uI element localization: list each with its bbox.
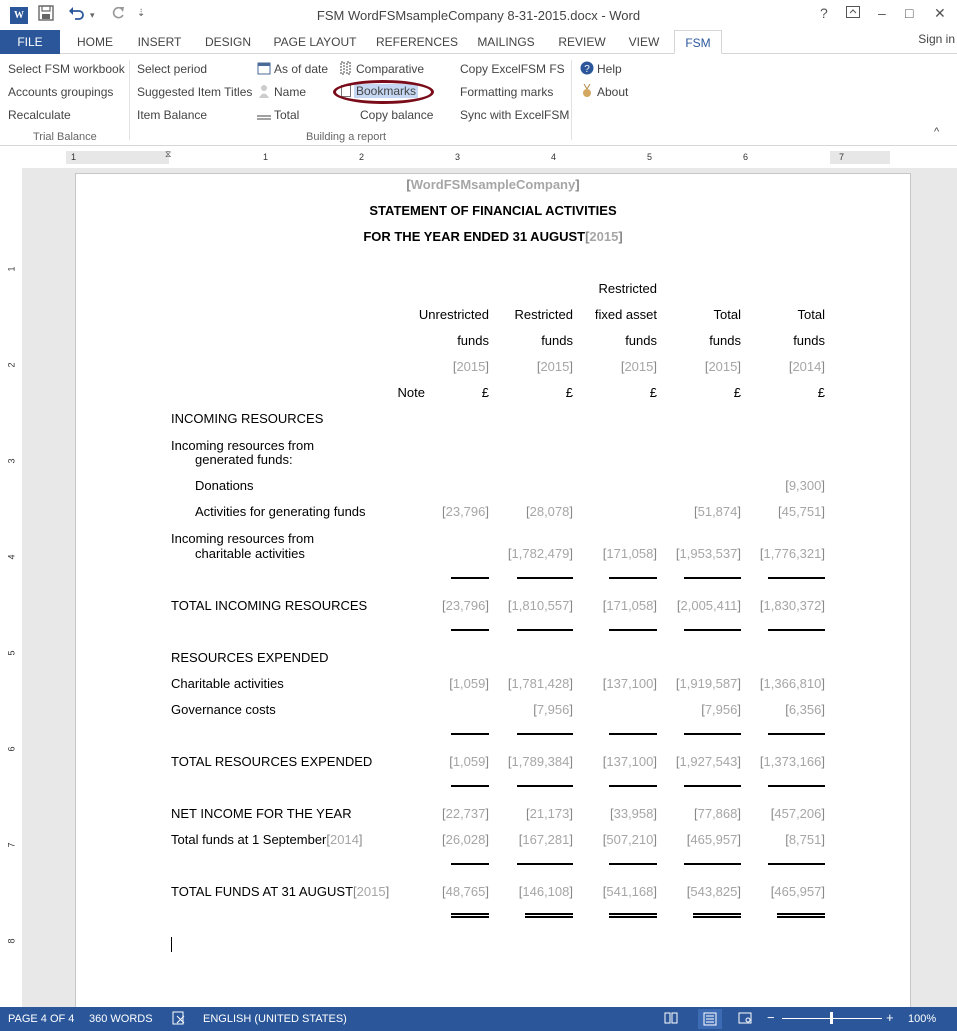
tab-mailings[interactable]: MAILINGS [477, 35, 535, 49]
copy-balance-button[interactable]: Copy balance [360, 108, 434, 122]
sync-with-excelfsm-button[interactable]: Sync with ExcelFSM [460, 108, 570, 122]
svg-text:?: ? [584, 64, 590, 75]
row-label: Charitable activities [171, 676, 284, 691]
calendar-icon [257, 61, 271, 75]
double-underline-icon [257, 107, 271, 121]
value-field[interactable]: [77,868] [693, 806, 741, 821]
value-field[interactable]: [171,058] [602, 598, 657, 613]
accounts-groupings-button[interactable]: Accounts groupings [8, 85, 114, 99]
value-field[interactable]: [167,281] [518, 832, 573, 847]
value-field[interactable]: [7,956] [533, 702, 573, 717]
group-divider [129, 60, 130, 140]
zoom-slider-thumb[interactable] [830, 1012, 833, 1024]
row-label: TOTAL INCOMING RESOURCES [171, 598, 368, 613]
underline-rule [451, 577, 489, 579]
print-layout-icon[interactable] [698, 1009, 722, 1029]
value-field[interactable]: [1,782,479] [507, 546, 573, 561]
row-label: Donations [195, 478, 254, 493]
section-resources-expended: RESOURCES EXPENDED [171, 650, 329, 665]
underline-rule [451, 629, 489, 631]
value-field[interactable]: [21,173] [525, 806, 573, 821]
value-field[interactable]: [1,927,543] [675, 754, 741, 769]
minimize-button[interactable]: – [878, 5, 886, 21]
select-fsm-workbook-button[interactable]: Select FSM workbook [8, 62, 125, 76]
statement-heading: STATEMENT OF FINANCIAL ACTIVITIES [369, 203, 617, 218]
value-field[interactable]: [543,825] [686, 884, 741, 899]
maximize-button[interactable]: □ [905, 5, 914, 21]
underline-rule [768, 629, 825, 631]
value-field[interactable]: [6,356] [785, 702, 825, 717]
ribbon [0, 54, 957, 146]
year-field[interactable]: [2015] [452, 359, 489, 374]
zoom-out-button[interactable]: − [767, 1010, 775, 1025]
underline-rule [451, 785, 489, 787]
underline-rule [768, 577, 825, 579]
ribbon-tabs [0, 30, 957, 54]
underline-rule [684, 863, 741, 865]
collapse-ribbon-icon[interactable]: ^ [934, 126, 940, 138]
value-field[interactable]: [1,781,428] [507, 676, 573, 691]
group-divider [571, 60, 572, 140]
year-field[interactable]: [2014] [788, 359, 825, 374]
name-label: Name [274, 85, 307, 99]
year-field[interactable]: [2015] [620, 359, 657, 374]
underline-rule [768, 785, 825, 787]
ribbon-display-options-icon[interactable] [846, 5, 860, 21]
tab-home[interactable]: HOME [77, 35, 113, 49]
row-label: Governance costs [171, 702, 276, 717]
value-field[interactable]: [465,957] [770, 884, 825, 899]
read-mode-icon[interactable] [664, 1012, 678, 1027]
indent-marker-icon[interactable]: ⧖ [165, 149, 172, 159]
word-count-status[interactable]: 360 WORDS [89, 1013, 153, 1025]
year-heading: FOR THE YEAR ENDED 31 AUGUST[2015] [363, 229, 623, 244]
total-button[interactable] [257, 107, 299, 122]
underline-rule [684, 629, 741, 631]
value-field[interactable]: [45,751] [777, 504, 825, 519]
help-button[interactable]: ? [820, 5, 828, 21]
tab-review[interactable]: REVIEW [558, 35, 606, 49]
value-field[interactable]: [137,100] [602, 676, 657, 691]
year-field[interactable]: [2015] [704, 359, 741, 374]
zoom-level[interactable]: 100% [908, 1013, 937, 1025]
value-field[interactable]: [507,210] [602, 832, 657, 847]
value-field[interactable]: [1,919,587] [675, 676, 741, 691]
value-field[interactable]: [1,366,810] [759, 676, 825, 691]
underline-rule [768, 733, 825, 735]
value-field[interactable]: [33,958] [609, 806, 657, 821]
company-name-field[interactable]: [WordFSMsampleCompany] [406, 177, 580, 192]
value-field[interactable]: [1,373,166] [759, 754, 825, 769]
row-label: NET INCOME FOR THE YEAR [171, 806, 352, 821]
total-label: Total [274, 108, 300, 122]
double-underline-rule [693, 913, 741, 918]
help-icon [580, 61, 594, 75]
underline-rule [609, 863, 657, 865]
columns-icon [339, 61, 353, 75]
value-field[interactable]: [23,796] [441, 504, 489, 519]
tab-page-layout[interactable]: PAGE LAYOUT [273, 35, 357, 49]
copy-excelfsm-fs-button[interactable]: Copy ExcelFSM FS [460, 62, 565, 76]
window-title: FSM WordFSMsampleCompany 8-31-2015.docx - Word [316, 8, 641, 23]
vertical-ruler: 1 2 3 4 5 6 7 8 [6, 266, 17, 944]
value-field[interactable]: [1,953,537] [675, 546, 741, 561]
item-balance-button[interactable]: Item Balance [137, 108, 208, 122]
note-header: Note [397, 385, 425, 400]
value-field[interactable]: [1,810,557] [507, 598, 573, 613]
underline-rule [684, 577, 741, 579]
col-header-restricted-top: Restricted [598, 281, 657, 296]
value-field[interactable]: [1,059] [449, 676, 489, 691]
close-button[interactable]: ✕ [934, 5, 946, 21]
language-status[interactable]: ENGLISH (UNITED STATES) [203, 1013, 347, 1025]
underline-rule [451, 863, 489, 865]
as-of-date-button[interactable] [257, 61, 328, 76]
underline-rule [517, 785, 573, 787]
as-of-date-label: As of date [274, 62, 329, 76]
undo-dropdown-icon[interactable]: ▾ [90, 10, 95, 20]
underline-rule [609, 629, 657, 631]
status-bar [0, 1007, 957, 1031]
text-cursor [171, 937, 172, 952]
row-label: Activities for generating funds [195, 504, 366, 519]
year-field[interactable]: [2015] [536, 359, 573, 374]
formatting-marks-button[interactable]: Formatting marks [460, 85, 554, 99]
value-field[interactable]: [23,796] [441, 598, 489, 613]
about-label: About [597, 85, 629, 99]
row-label: TOTAL FUNDS AT 31 AUGUST[2015] [171, 884, 390, 899]
suggested-item-titles-button[interactable]: Suggested Item Titles [137, 85, 253, 99]
value-field[interactable]: [22,737] [441, 806, 489, 821]
value-field[interactable]: [9,300] [785, 478, 825, 493]
about-button[interactable] [580, 84, 628, 99]
horizontal-ruler[interactable]: 1 1 2 3 4 5 6 7 ⧖ [0, 148, 957, 168]
double-underline-rule [609, 913, 657, 918]
tab-insert[interactable]: INSERT [137, 35, 182, 49]
recalculate-button[interactable]: Recalculate [8, 108, 71, 122]
underline-rule [609, 733, 657, 735]
bookmarks-highlight-ellipse [333, 80, 434, 104]
name-button[interactable] [257, 84, 306, 99]
tab-view[interactable]: VIEW [628, 35, 660, 49]
group-label-building-report: Building a report [306, 131, 387, 143]
comparative-button[interactable] [339, 61, 424, 76]
underline-rule [684, 733, 741, 735]
value-field[interactable]: [137,100] [602, 754, 657, 769]
value-field[interactable]: [8,751] [785, 832, 825, 847]
tab-file[interactable]: FILE [0, 30, 60, 54]
word-logo-icon[interactable]: W [10, 7, 28, 24]
document-area[interactable] [22, 168, 957, 1007]
tab-references[interactable]: REFERENCES [375, 35, 458, 49]
value-field[interactable]: [51,874] [693, 504, 741, 519]
underline-rule [517, 629, 573, 631]
underline-rule [609, 577, 657, 579]
underline-rule [517, 863, 573, 865]
medal-icon [580, 84, 594, 98]
page-count-status[interactable]: PAGE 4 OF 4 [8, 1013, 75, 1025]
value-field[interactable]: [28,078] [525, 504, 573, 519]
tab-design[interactable]: DESIGN [204, 35, 251, 49]
value-field[interactable]: [26,028] [441, 832, 489, 847]
web-layout-icon[interactable] [738, 1012, 752, 1027]
double-underline-rule [451, 913, 489, 918]
value-field[interactable]: [7,956] [701, 702, 741, 717]
value-field[interactable]: [1,789,384] [507, 754, 573, 769]
group-label-trial-balance: Trial Balance [33, 131, 97, 143]
value-field[interactable]: [1,059] [449, 754, 489, 769]
underline-rule [684, 785, 741, 787]
value-field[interactable]: [48,765] [441, 884, 489, 899]
comparative-label: Comparative [356, 62, 425, 76]
select-period-button[interactable]: Select period [137, 62, 208, 76]
proofing-icon[interactable] [172, 1011, 186, 1028]
value-field[interactable]: [541,168] [602, 884, 657, 899]
title-bar [0, 0, 957, 30]
row-label: Total funds at 1 September[2014] [171, 832, 363, 847]
tab-fsm[interactable]: FSM [674, 30, 722, 54]
value-field[interactable]: [1,776,321] [759, 546, 825, 561]
value-field[interactable]: [1,830,372] [759, 598, 825, 613]
value-field[interactable]: [457,206] [770, 806, 825, 821]
row-label: TOTAL RESOURCES EXPENDED [171, 754, 373, 769]
bookmarks-label: Bookmarks [356, 84, 417, 98]
underline-rule [517, 577, 573, 579]
person-icon [257, 84, 271, 98]
document-page[interactable]: [WordFSMsampleCompany] STATEMENT OF FINANCIAL ACTIVITIES FOR THE YEAR ENDED 31 AUGUST[2015] Restricted Unrestricted Restricted fixed asset Total Total funds funds funds funds funds [2015] [2015] [2015] [2015] [2014] Note £ £ £ £ £ INCOMING RESOURCES Incoming resources from generated funds: Donations [9,300] Activities for generating funds [23,796] [28,078] [51,874] [45,751] Incoming resources from charitable activities [1,782,479] [171,058] [1,953,537] [1,776,321] TOTAL INCOMING RESOURCES [23,796] [1,810,557] [171,058] [2,005,411] [1,830,372] RESOURCES EXPENDED Charitable activities [1,059] [1,781,428] [137,100] [1,919,587] [1,366,810] Governance costs [7,956] [7,956] [6,356] TOTAL RESOURCES EXPENDED [1,059] [1,789,384] [137,100] [1,927,543] [1,373,166] NET INCOME FOR THE YEAR [22,737] [21,173] [33,958] [77,868] [457,206] Total funds at 1 September[2014] [26,028] [167,281] [507,210] [465,957] [8,751] TOTAL FUNDS AT 31 AUGUST[2015] [48,765] [146,108] [541,168] [543,825] [465,957] [75, 173, 911, 1013]
value-field[interactable]: [146,108] [518, 884, 573, 899]
help-ribbon-button[interactable] [580, 61, 622, 76]
customize-toolbar-icon[interactable]: ⇣ [137, 8, 146, 19]
double-underline-rule [525, 913, 573, 918]
underline-rule [768, 863, 825, 865]
section-incoming-resources: INCOMING RESOURCES [171, 411, 324, 426]
underline-rule [517, 733, 573, 735]
underline-rule [609, 785, 657, 787]
value-field[interactable]: [465,957] [686, 832, 741, 847]
value-field[interactable]: [2,005,411] [676, 598, 741, 613]
help-label: Help [597, 62, 622, 76]
value-field[interactable]: [171,058] [602, 546, 657, 561]
sign-in-link[interactable]: Sign in [918, 32, 955, 46]
zoom-in-button[interactable]: + [886, 1010, 894, 1025]
underline-rule [451, 733, 489, 735]
double-underline-rule [777, 913, 825, 918]
